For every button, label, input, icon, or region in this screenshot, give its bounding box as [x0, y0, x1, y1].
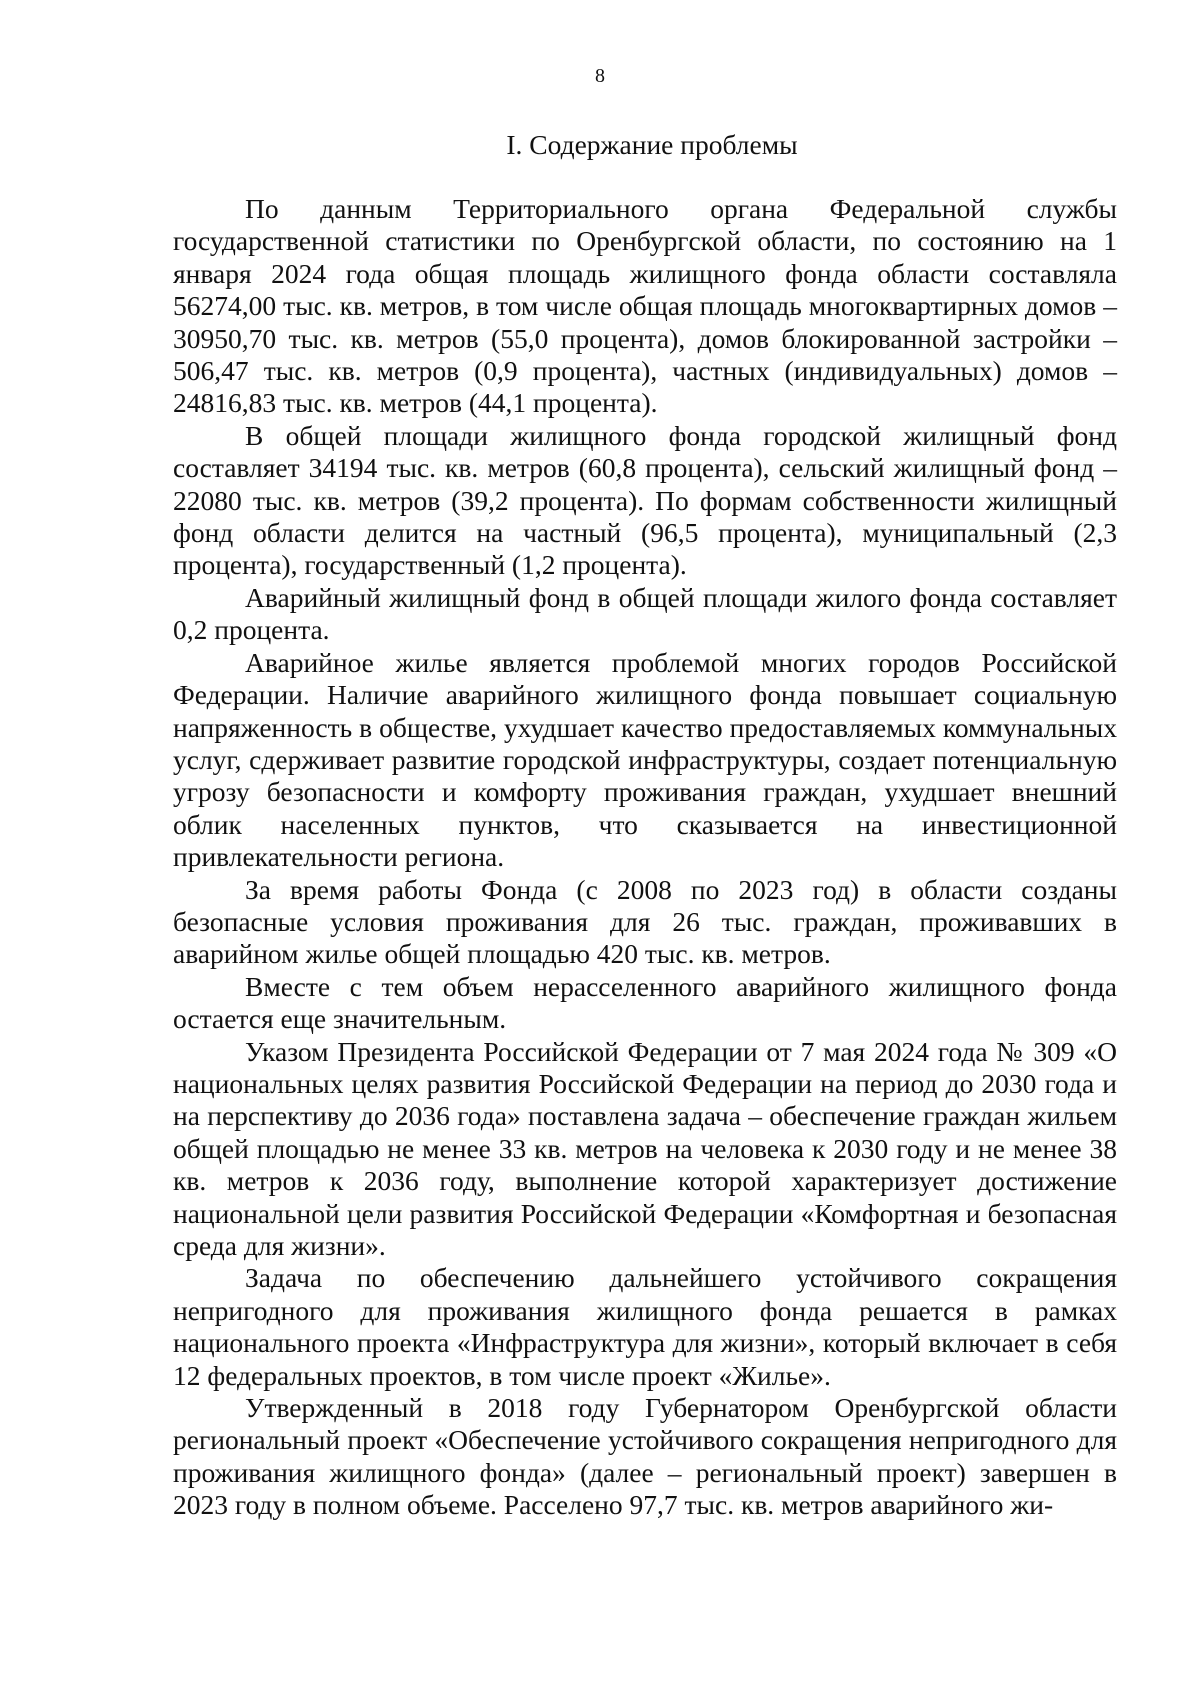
paragraph-emergency-problem: Аварийное жилье является проблемой многих городов Российской Федерации. Наличие аварийного жилищного фонда повышает социальную напряженность в обществе, ухудшает качество предоставляемых коммунальных услуг, сдерживает развитие городской инфраструктуры, создает потенциальную угрозу безопасности и комфорту проживания граждан, ухудшает внешний облик населенных пунктов, что сказывается на инвестиционной привлекательности региона. [173, 646, 1117, 873]
page-number: 8 [595, 65, 605, 87]
paragraph-national-project: Задача по обеспечению дальнейшего устойчивого сокращения непригодного для проживания жилищного фонда решается в рамках национального проекта «Инфраструктура для жизни», который включает в себя 12 федеральных проектов, в том числе проект «Жилье». [173, 1262, 1117, 1391]
paragraph-presidential-decree: Указом Президента Российской Федерации от 7 мая 2024 года № 309 «О национальных целях развития Российской Федерации на период до 2030 года и на перспективу до 2036 года» поставлена задача – обеспечение граждан жильем общей площадью не менее 33 кв. метров на человека к 2030 году и не менее 38 кв. метров к 2036 году, выполнение которой характеризует достижение национальной цели развития Российской Федерации «Комфортная и безопасная среда для жизни». [173, 1035, 1117, 1261]
paragraph-remaining-volume: Вместе с тем объем нерасселенного аварийного жилищного фонда остается еще значительным. [173, 970, 1117, 1035]
paragraph-fund-results: За время работы Фонда (с 2008 по 2023 год) в области созданы безопасные условия проживания для 26 тыс. граждан, проживавших в аварийном жилье общей площадью 420 тыс. кв. метров. [173, 873, 1117, 970]
paragraph-housing-stock-total: По данным Территориального органа Федеральной службы государственной статистики по Оренбургской области, по состоянию на 1 января 2024 года общая площадь жилищного фонда области составляла 56274,00 тыс. кв. метров, в том числе общая площадь многоквартирных домов – 30950,70 тыс. кв. метров (55,0 процента), домов блокированной застройки – 506,47 тыс. кв. метров (0,9 процента), частных (индивидуальных) домов – 24816,83 тыс. кв. метров (44,1 процента). [173, 193, 1117, 419]
document-body [173, 193, 1117, 1522]
section-title: I. Содержание проблемы [506, 129, 798, 160]
paragraph-emergency-share: Аварийный жилищный фонд в общей площади жилого фонда составляет 0,2 процента. [173, 581, 1117, 646]
paragraph-urban-rural-ownership: В общей площади жилищного фонда городской жилищный фонд составляет 34194 тыс. кв. метров (60,8 процента), сельский жилищный фонд – 22080 тыс. кв. метров (39,2 процента). По формам собственности жилищный фонд области делится на частный (96,5 процента), муниципальный (2,3 процента), государственный (1,2 процента). [173, 419, 1117, 581]
paragraph-regional-project: Утвержденный в 2018 году Губернатором Оренбургской области региональный проект «Обеспечение устойчивого сокращения непригодного для проживания жилищного фонда» (далее – региональный проект) завершен в 2023 году в полном объеме. Расселено 97,7 тыс. кв. метров аварийного жи- [173, 1392, 1117, 1521]
